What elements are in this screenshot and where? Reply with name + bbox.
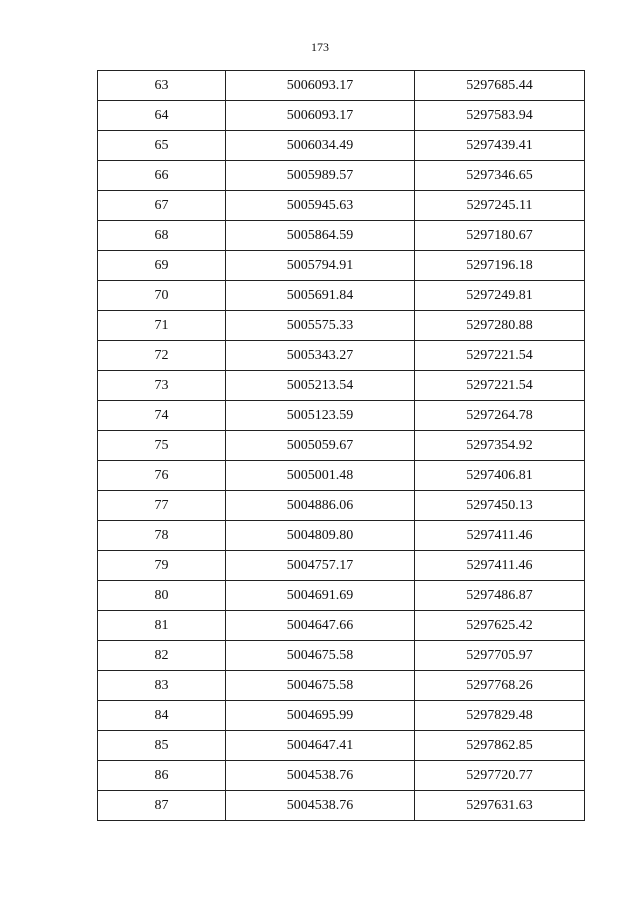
table-row bbox=[98, 611, 585, 641]
y-coordinate-cell: 5297583.94 bbox=[415, 101, 585, 131]
x-coordinate-cell: 5006093.17 bbox=[226, 101, 415, 131]
x-coordinate-cell: 5005059.67 bbox=[226, 431, 415, 461]
point-number-cell: 69 bbox=[98, 251, 226, 281]
x-coordinate-cell: 5004691.69 bbox=[226, 581, 415, 611]
point-number-cell: 71 bbox=[98, 311, 226, 341]
y-coordinate-cell: 5297264.78 bbox=[415, 401, 585, 431]
y-coordinate-cell: 5297280.88 bbox=[415, 311, 585, 341]
table-row bbox=[98, 221, 585, 251]
table-row bbox=[98, 671, 585, 701]
table-row bbox=[98, 701, 585, 731]
table-row bbox=[98, 101, 585, 131]
table-row bbox=[98, 521, 585, 551]
table-row bbox=[98, 461, 585, 491]
y-coordinate-cell: 5297439.41 bbox=[415, 131, 585, 161]
x-coordinate-cell: 5005945.63 bbox=[226, 191, 415, 221]
x-coordinate-cell: 5004695.99 bbox=[226, 701, 415, 731]
x-coordinate-cell: 5004757.17 bbox=[226, 551, 415, 581]
x-coordinate-cell: 5005123.59 bbox=[226, 401, 415, 431]
point-number-cell: 81 bbox=[98, 611, 226, 641]
point-number-cell: 76 bbox=[98, 461, 226, 491]
point-number-cell: 68 bbox=[98, 221, 226, 251]
y-coordinate-cell: 5297346.65 bbox=[415, 161, 585, 191]
point-number-cell: 75 bbox=[98, 431, 226, 461]
x-coordinate-cell: 5004538.76 bbox=[226, 761, 415, 791]
point-number-cell: 73 bbox=[98, 371, 226, 401]
point-number-cell: 64 bbox=[98, 101, 226, 131]
point-number-cell: 83 bbox=[98, 671, 226, 701]
x-coordinate-cell: 5005864.59 bbox=[226, 221, 415, 251]
y-coordinate-cell: 5297245.11 bbox=[415, 191, 585, 221]
point-number-cell: 74 bbox=[98, 401, 226, 431]
y-coordinate-cell: 5297221.54 bbox=[415, 371, 585, 401]
point-number-cell: 70 bbox=[98, 281, 226, 311]
y-coordinate-cell: 5297720.77 bbox=[415, 761, 585, 791]
table-row bbox=[98, 281, 585, 311]
x-coordinate-cell: 5004675.58 bbox=[226, 671, 415, 701]
point-number-cell: 82 bbox=[98, 641, 226, 671]
table-row bbox=[98, 131, 585, 161]
x-coordinate-cell: 5006034.49 bbox=[226, 131, 415, 161]
x-coordinate-cell: 5004538.76 bbox=[226, 791, 415, 821]
point-number-cell: 67 bbox=[98, 191, 226, 221]
x-coordinate-cell: 5004809.80 bbox=[226, 521, 415, 551]
y-coordinate-cell: 5297249.81 bbox=[415, 281, 585, 311]
table-row bbox=[98, 401, 585, 431]
y-coordinate-cell: 5297768.26 bbox=[415, 671, 585, 701]
table-row bbox=[98, 551, 585, 581]
table-row bbox=[98, 161, 585, 191]
table-row bbox=[98, 581, 585, 611]
coordinates-table bbox=[97, 70, 585, 821]
table-row bbox=[98, 761, 585, 791]
table-row bbox=[98, 341, 585, 371]
x-coordinate-cell: 5005794.91 bbox=[226, 251, 415, 281]
x-coordinate-cell: 5005343.27 bbox=[226, 341, 415, 371]
point-number-cell: 78 bbox=[98, 521, 226, 551]
table-row bbox=[98, 431, 585, 461]
x-coordinate-cell: 5004647.41 bbox=[226, 731, 415, 761]
y-coordinate-cell: 5297705.97 bbox=[415, 641, 585, 671]
table-row bbox=[98, 791, 585, 821]
table-row bbox=[98, 371, 585, 401]
x-coordinate-cell: 5005001.48 bbox=[226, 461, 415, 491]
point-number-cell: 85 bbox=[98, 731, 226, 761]
y-coordinate-cell: 5297221.54 bbox=[415, 341, 585, 371]
x-coordinate-cell: 5005691.84 bbox=[226, 281, 415, 311]
point-number-cell: 72 bbox=[98, 341, 226, 371]
y-coordinate-cell: 5297411.46 bbox=[415, 551, 585, 581]
y-coordinate-cell: 5297862.85 bbox=[415, 731, 585, 761]
point-number-cell: 86 bbox=[98, 761, 226, 791]
point-number-cell: 79 bbox=[98, 551, 226, 581]
table-row bbox=[98, 491, 585, 521]
point-number-cell: 87 bbox=[98, 791, 226, 821]
table-row bbox=[98, 71, 585, 101]
y-coordinate-cell: 5297411.46 bbox=[415, 521, 585, 551]
point-number-cell: 66 bbox=[98, 161, 226, 191]
table-row bbox=[98, 641, 585, 671]
table-row bbox=[98, 191, 585, 221]
x-coordinate-cell: 5004647.66 bbox=[226, 611, 415, 641]
table-row bbox=[98, 311, 585, 341]
x-coordinate-cell: 5006093.17 bbox=[226, 71, 415, 101]
y-coordinate-cell: 5297406.81 bbox=[415, 461, 585, 491]
y-coordinate-cell: 5297829.48 bbox=[415, 701, 585, 731]
point-number-cell: 84 bbox=[98, 701, 226, 731]
x-coordinate-cell: 5004886.06 bbox=[226, 491, 415, 521]
y-coordinate-cell: 5297486.87 bbox=[415, 581, 585, 611]
x-coordinate-cell: 5005213.54 bbox=[226, 371, 415, 401]
y-coordinate-cell: 5297196.18 bbox=[415, 251, 585, 281]
point-number-cell: 65 bbox=[98, 131, 226, 161]
point-number-cell: 80 bbox=[98, 581, 226, 611]
x-coordinate-cell: 5005989.57 bbox=[226, 161, 415, 191]
y-coordinate-cell: 5297354.92 bbox=[415, 431, 585, 461]
y-coordinate-cell: 5297450.13 bbox=[415, 491, 585, 521]
table-row bbox=[98, 731, 585, 761]
coordinates-table-body bbox=[98, 71, 585, 821]
page-number: 173 bbox=[311, 40, 329, 54]
y-coordinate-cell: 5297685.44 bbox=[415, 71, 585, 101]
y-coordinate-cell: 5297631.63 bbox=[415, 791, 585, 821]
table-row bbox=[98, 251, 585, 281]
y-coordinate-cell: 5297180.67 bbox=[415, 221, 585, 251]
y-coordinate-cell: 5297625.42 bbox=[415, 611, 585, 641]
x-coordinate-cell: 5004675.58 bbox=[226, 641, 415, 671]
point-number-cell: 63 bbox=[98, 71, 226, 101]
x-coordinate-cell: 5005575.33 bbox=[226, 311, 415, 341]
point-number-cell: 77 bbox=[98, 491, 226, 521]
